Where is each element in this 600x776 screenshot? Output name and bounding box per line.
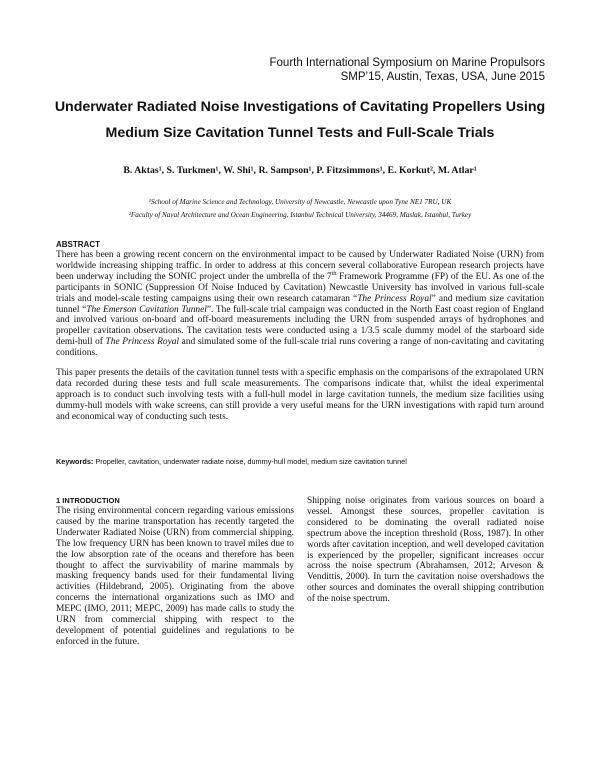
abstract-text: ” and medium size cavitation tunnel “ bbox=[56, 293, 545, 315]
abstract-text: There has been a growing recent concern on the environmental impact to be caused by Underwater Radiated Noise (URN) from worldwide increasing shipping traffic. In order to address at this concern several collaborative European research projects have been underway including the SONIC project under the umbrella of the 7 bbox=[56, 250, 544, 282]
abstract-text: Framework Programme (FP) of the EU. As one of the participants in SONIC (Suppression Of Noise Induced by Cavitation) Newcastle University has involved in various full-scale trials and model-scale testing campaigns using their own research catamaran “ bbox=[56, 271, 544, 304]
intro-column-2: Shipping noise originates from various sources on board a vessel. Amongst these sources, propeller cavitation is considered to be dominating the overall radiated noise spectrum above the inception threshold (Ross, 1987). In other words after cavitation inception, and well developed cavitation is experienced by the propeller, significant increases occur across the noise spectrum (Abrahamsen, 2012; Arveson & Vendittis, 2000). In turn the cavitation noise overshadows the other sources and dominates the overall shipping contribution of the noise spectrum. bbox=[307, 496, 544, 605]
author-list: B. Aktas¹, S. Turkmen¹, W. Shi¹, R. Sampson¹, P. Fitzsimmons¹, E. Korkut², M. Atlar¹ bbox=[123, 165, 477, 176]
tunnel-name: The Emerson Cavitation Tunnel bbox=[86, 304, 207, 315]
title-line-1: Underwater Radiated Noise Investigations of Cavitating Propellers Using bbox=[54, 99, 546, 115]
intro-column-1: The rising environmental concern regarding various emissions caused by the marine transportation has recently targeted the Underwater Radiated Noise (URN) from commercial shipping. The low frequency URN has been known to travel miles due to the low absorption rate of the oceans and therefore has been thought to affect the survivability of marine mammals by masking frequency bands used for their fundamental living activities (Hildebrand, 2005). Originating from the above concerns the international organizations such as IMO and MEPC (IMO, 2011; MEPC, 2009) has made calls to study the URN from commercial shipping with respect to the development of potential guidelines and regulations to be enforced in the future. bbox=[56, 506, 294, 647]
keywords bbox=[56, 457, 544, 466]
vessel-name: The Princess Royal bbox=[357, 293, 432, 304]
affiliation-2: ²Faculty of Naval Architecture and Ocean Engineering, Istanbul Technical University, 34469, Maslak, Istanbul, Turkey bbox=[128, 211, 472, 219]
keywords-text: Propeller, cavitation, underwater radiate noise, dummy-hull model, medium size cavitation tunnel bbox=[93, 457, 407, 466]
abstract-text: and simulated some of the full-scale trial runs covering a range of non-cavitating and cavitating conditions. bbox=[56, 337, 545, 359]
superscript: th bbox=[331, 270, 337, 277]
section-heading: 1 INTRODUCTION bbox=[56, 496, 120, 505]
conference-details: SMP’15, Austin, Texas, USA, June 2015 bbox=[340, 71, 545, 83]
affiliation-1: ¹School of Marine Science and Technology, University of Newcastle, Newcastle upon Tyne NE1 7RU, UK bbox=[148, 198, 452, 206]
keywords-label: Keywords: bbox=[56, 457, 94, 466]
abstract-text: ”. The full-scale trial campaign was conducted in the North East coast region of England and involved various on-board and off-board measurements including the URN from suspended arrays of hydrophones and propeller cavitation observations. The cavitation tests were conducted using a 1/3.5 scale dummy model of the starboard side demi-hull of bbox=[56, 304, 544, 348]
abstract-paragraph-2: This paper presents the details of the cavitation tunnel tests with a specific emphasis on the comparisons of the extrapolated URN data recorded during these tests and full scale measurements. The comparisons indicate that, whilst the ideal experimental approach is to conduct such involving tests with a full-hull model in large cavitation tunnels, the medium size facilities using dummy-hull models with wake screens, can still provide a very useful means for the URN investigations with rapid turn around and economical way of conducting such tests. bbox=[56, 368, 544, 422]
conference-name: Fourth International Symposium on Marine Propulsors bbox=[269, 57, 545, 69]
abstract-heading: ABSTRACT bbox=[56, 240, 100, 249]
title-line-2: Medium Size Cavitation Tunnel Tests and Full-Scale Trials bbox=[105, 125, 495, 141]
conference-header bbox=[270, 56, 546, 84]
abstract-paragraph-1 bbox=[56, 250, 544, 359]
paper-title bbox=[40, 94, 560, 146]
affiliations bbox=[40, 196, 560, 222]
vessel-name: The Princess Royal bbox=[105, 337, 180, 348]
